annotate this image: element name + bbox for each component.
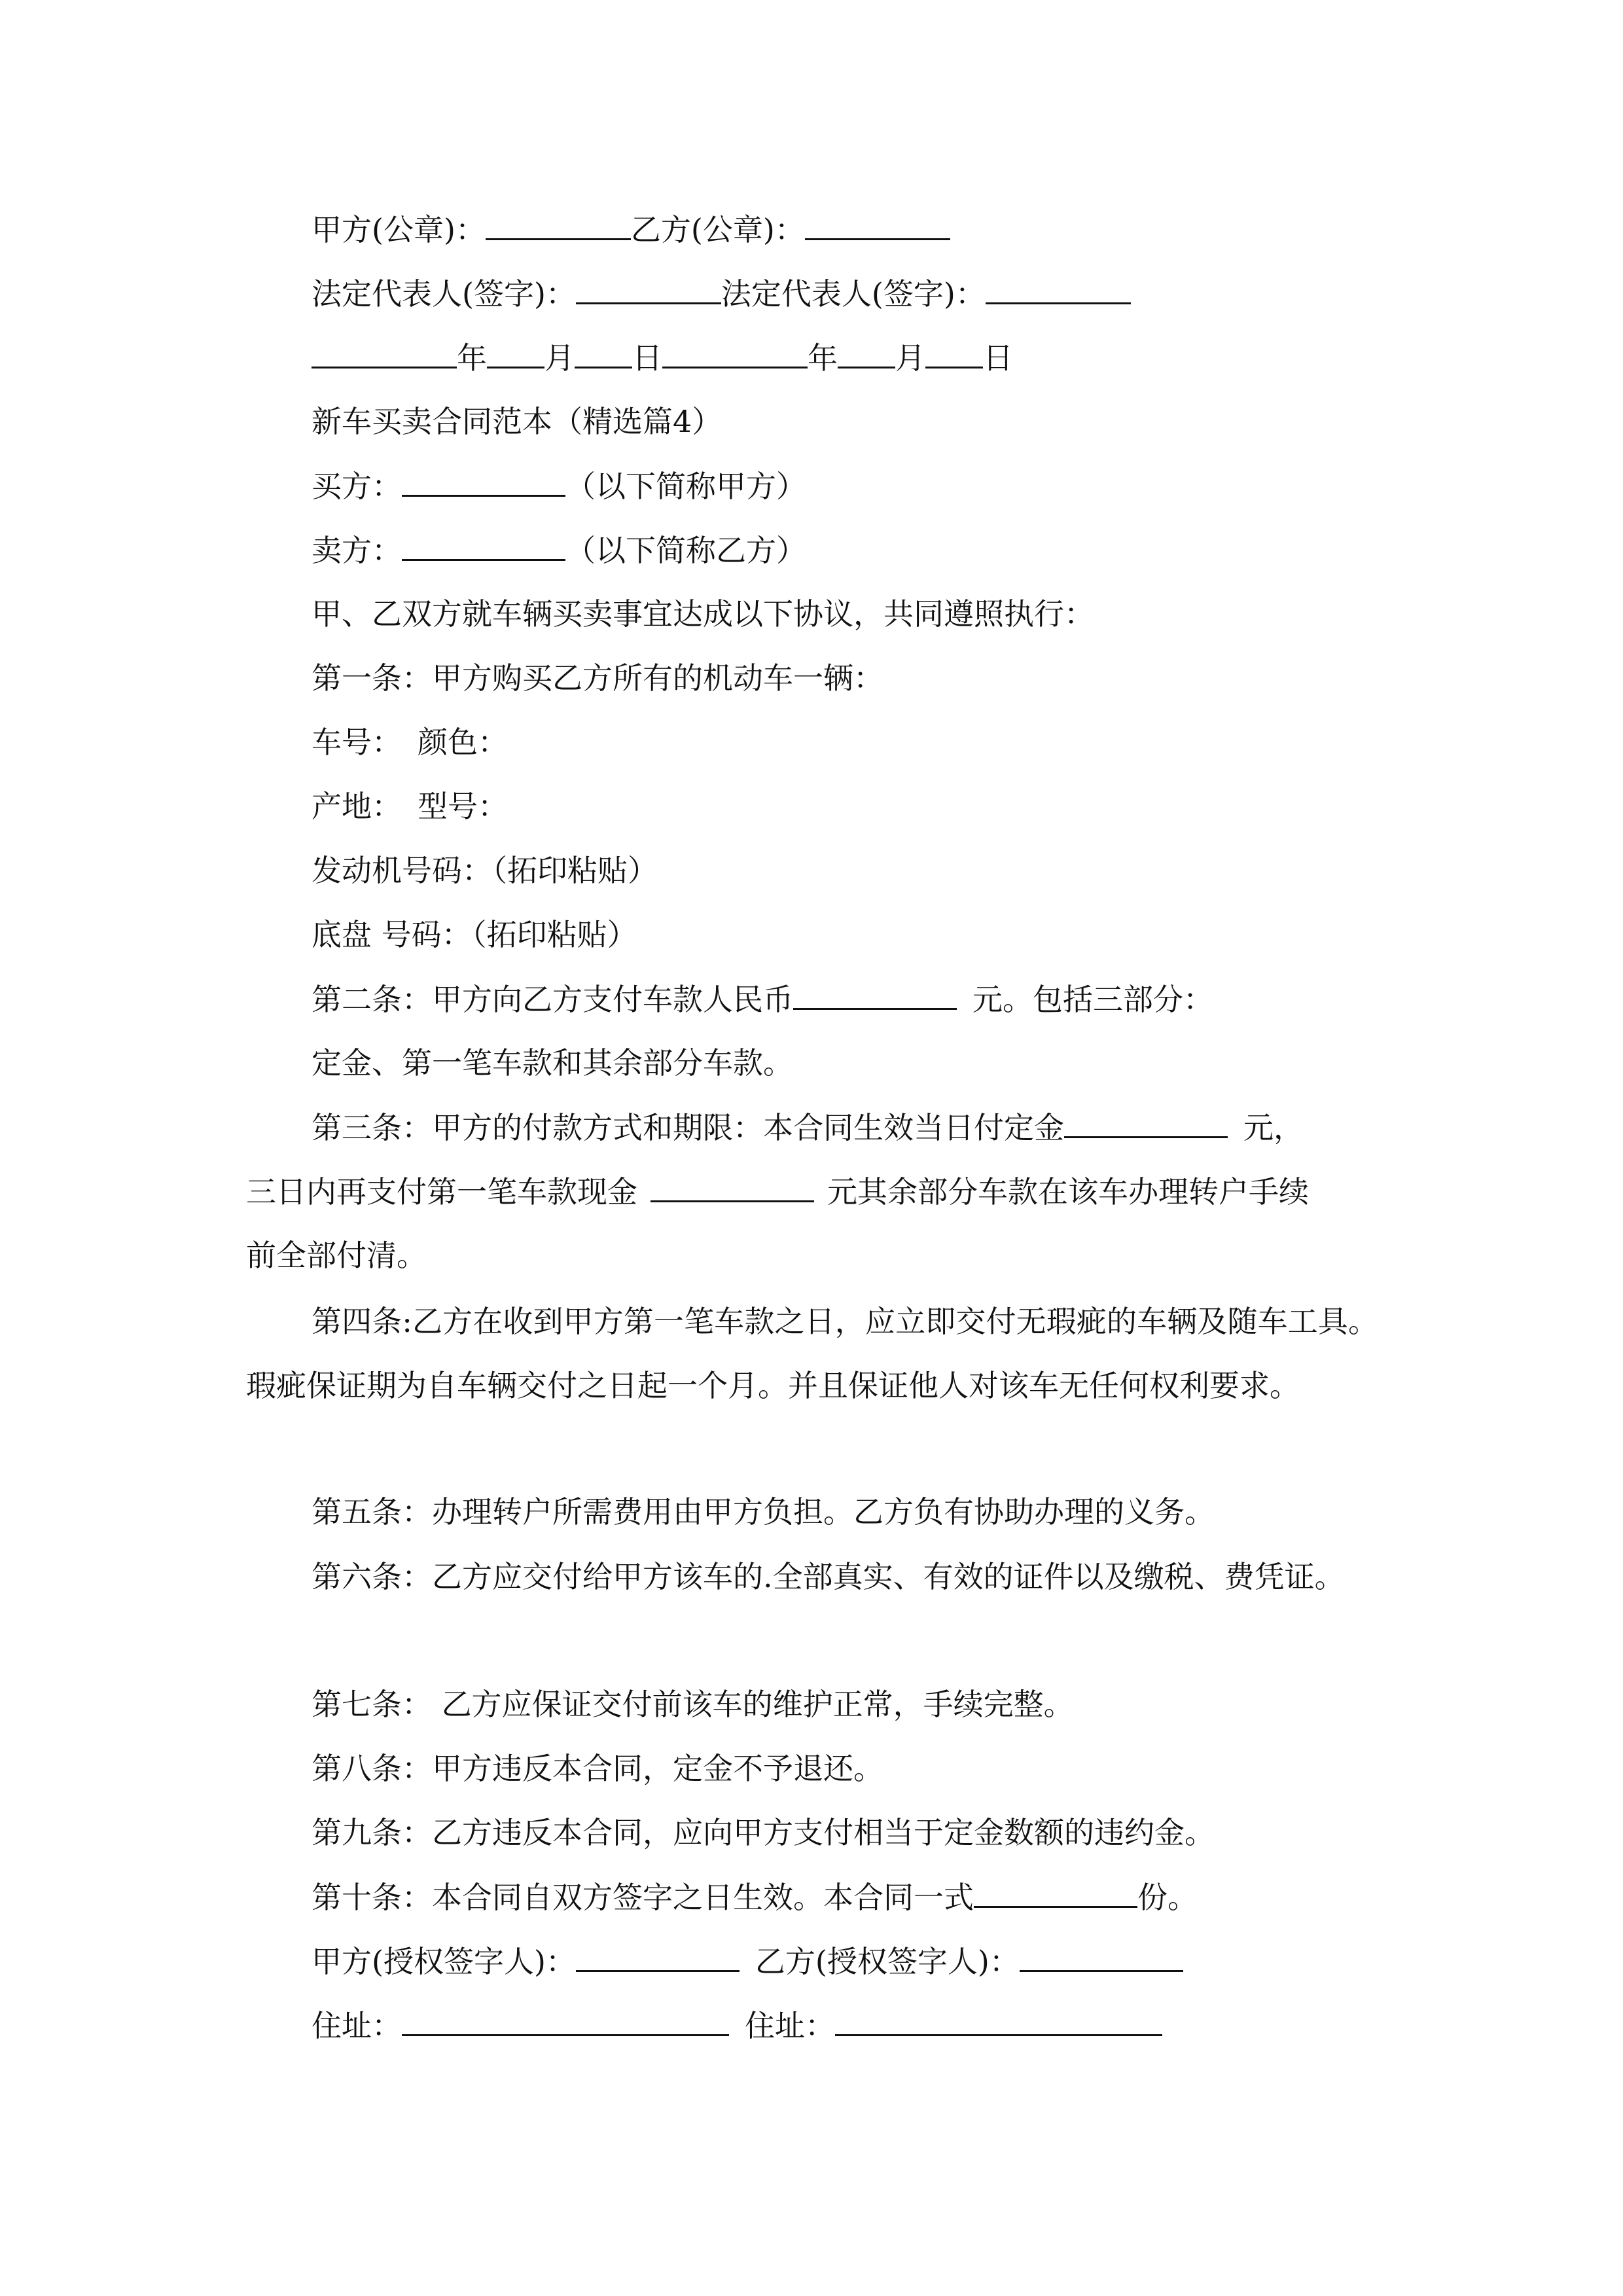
color-label: 颜色： (418, 725, 508, 760)
article-9: 第九条：乙方违反本合同，应向甲方支付相当于定金数额的违约金。 (312, 1815, 1215, 1850)
seller-blank[interactable] (402, 530, 565, 561)
article-3-text-b: 元， (1243, 1110, 1304, 1145)
engine-note: （拓印粘贴） (492, 853, 658, 888)
sig2-line-1 (312, 1941, 1183, 1981)
sig-line-1 (312, 209, 950, 249)
buyer-blank[interactable] (402, 466, 565, 497)
chassis-note: （拓印粘贴） (471, 917, 637, 952)
seller-note: （以下简称乙方） (565, 533, 806, 568)
origin-label: 产地： (312, 789, 402, 824)
seller-line (312, 530, 806, 570)
article-2-text-b: 元。包括三部分： (972, 982, 1213, 1017)
article-3-text-a: 第三条：甲方的付款方式和期限：本合同生效当日付定金 (312, 1110, 1064, 1145)
seller-label: 卖方： (312, 533, 402, 568)
party-a-rep-blank[interactable] (576, 274, 721, 304)
buyer-note: （以下简称甲方） (565, 469, 806, 504)
year-label-b: 年 (808, 340, 838, 376)
day-blank-b[interactable] (925, 338, 983, 368)
contract-title: 新车买卖合同范本（精选篇4） (312, 404, 722, 439)
article-3-text-c: 三日内再支付第一笔车款现金 (246, 1174, 637, 1210)
date-line (312, 338, 1013, 378)
day-label-a: 日 (632, 340, 662, 376)
article-2-line (312, 979, 1213, 1019)
article-4: 第四条:乙方在收到甲方第一笔车款之日，应立即交付无瑕疵的车辆及随车工具。瑕疵保证期为自车辆交付之日起一个月。并且保证他人对该车无任何权利要求。 (246, 1304, 1378, 1403)
article-10-text: 第十条：本合同自双方签字之日生效。本合同一式 (312, 1880, 974, 1915)
party-a-auth-label: 甲方(授权签字人)： (312, 1944, 576, 1979)
sig2-line-2 (312, 2005, 1162, 2045)
chassis-label: 底盘 号码： (312, 917, 472, 952)
article-8: 第八条：甲方违反本合同，定金不予退还。 (312, 1751, 883, 1786)
first-payment-blank[interactable] (651, 1172, 814, 1202)
day-label-b: 日 (983, 340, 1013, 376)
engine-line (312, 851, 658, 890)
article-1: 第一条：甲方购买乙方所有的机动车一辆： (312, 660, 883, 696)
article-2-cont: 定金、第一笔车款和其余部分车款。 (312, 1045, 793, 1081)
article-7: 第七条： 乙方应保证交付前该车的维护正常，手续完整。 (312, 1687, 1074, 1722)
month-label-a: 月 (544, 340, 575, 376)
party-a-rep-label: 法定代表人(签字)： (312, 276, 576, 312)
party-b-rep-label: 法定代表人(签字)： (721, 276, 986, 312)
month-blank-a[interactable] (487, 338, 544, 368)
car-number-line (312, 723, 508, 762)
party-b-address-label: 住址： (745, 2008, 835, 2043)
party-b-seal-blank[interactable] (805, 209, 950, 240)
deposit-blank[interactable] (1064, 1107, 1228, 1138)
buyer-label: 买方： (312, 469, 402, 504)
car-number-label: 车号： (312, 725, 402, 760)
year-label-a: 年 (457, 340, 487, 376)
year-blank-b[interactable] (662, 338, 808, 368)
party-b-seal-label: 乙方(公章)： (630, 212, 805, 247)
party-a-address-label: 住址： (312, 2008, 402, 2043)
month-blank-b[interactable] (838, 338, 895, 368)
party-a-auth-blank[interactable] (576, 1941, 740, 1972)
party-b-rep-blank[interactable] (986, 274, 1131, 304)
article-10-text-b: 份。 (1137, 1880, 1198, 1915)
article-3-line-2 (246, 1172, 1309, 1211)
article-3-line-1 (312, 1107, 1304, 1147)
article-10-line (312, 1877, 1198, 1917)
buyer-line (312, 466, 806, 506)
party-b-auth-label: 乙方(授权签字人)： (755, 1944, 1020, 1979)
engine-label: 发动机号码： (312, 853, 492, 888)
article-3-text-d: 元其余部分车款在该车办理转户手续 (827, 1174, 1309, 1210)
article-3-line-3: 前全部付清。 (246, 1238, 427, 1273)
price-blank[interactable] (793, 979, 957, 1010)
party-a-seal-label: 甲方(公章)： (312, 212, 486, 247)
month-label-b: 月 (895, 340, 925, 376)
party-b-auth-blank[interactable] (1020, 1941, 1183, 1972)
sig-line-2 (312, 274, 1131, 314)
year-blank-a[interactable] (312, 338, 457, 368)
party-b-address-blank[interactable] (835, 2005, 1162, 2036)
copies-blank[interactable] (974, 1877, 1137, 1908)
origin-line (312, 787, 508, 826)
article-2-text: 第二条：甲方向乙方支付车款人民币 (312, 982, 793, 1017)
intro-text: 甲、乙双方就车辆买卖事宜达成以下协议，共同遵照执行： (312, 596, 1094, 632)
article-5: 第五条：办理转户所需费用由甲方负担。乙方负有协助办理的义务。 (312, 1494, 1215, 1530)
party-a-seal-blank[interactable] (486, 209, 631, 240)
article-6: 第六条：乙方应交付给甲方该车的.全部真实、有效的证件以及缴税、费凭证。 (312, 1559, 1345, 1594)
day-blank-a[interactable] (575, 338, 632, 368)
model-label: 型号： (418, 789, 508, 824)
chassis-line (312, 915, 637, 954)
party-a-address-blank[interactable] (402, 2005, 729, 2036)
